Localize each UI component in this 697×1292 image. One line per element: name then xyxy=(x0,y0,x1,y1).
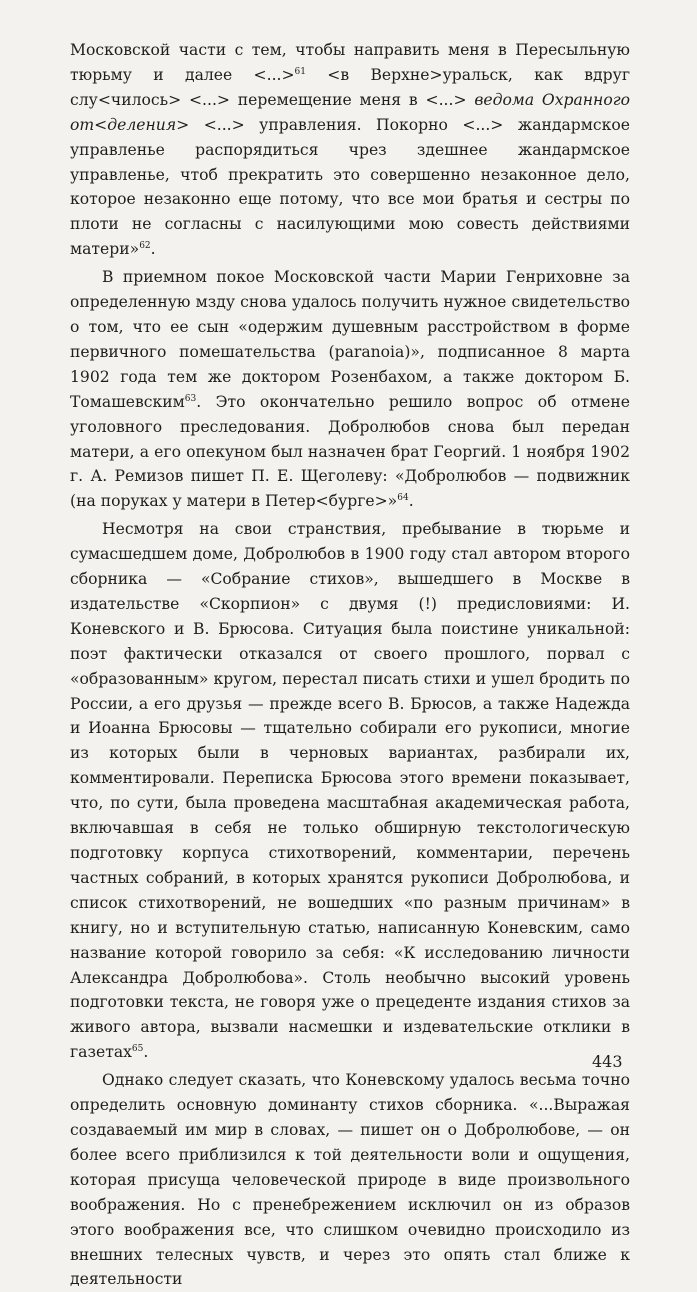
text-run: . xyxy=(143,1043,149,1062)
footnote-ref: 65 xyxy=(131,1044,144,1055)
text-run: . Это окончательно решило вопрос об отмене уголовного преследования. Добролюбов снова был передан матери, а его опекуном был назначен брат Георгий. 1 ноября 1902 г. А. Ремизов пишет П. Е. Щеголеву: «Добролюбов — подвижник (на поруках у матери в Петер<бурге>» xyxy=(70,392,630,511)
text-run: . xyxy=(150,240,156,259)
text-run: В приемном покое Московской части Марии Генриховне за определенную мзду снова удалось получить нужное свидетельство о том, что ее сын «одержим душевным расстройством в форме первичного помешательства (paranoia)», подписанное 8 марта 1902 года тем же доктором Розенбахом, а также доктором Б. Томашевским xyxy=(70,268,630,411)
text-run: Однако следует сказать, что Коневскому удалось весьма точно определить основную доминанту стихов сборника. «...Выражая создаваемый им мир в словах, — пишет он о Добролюбове, — он более всего приблизился к той деятельности воли и ощущения, которая присуща человеческой природе в виде произвольного воображения. Но с пренебрежением исключил он из образов этого воображения все, что слишком очевидно происходило из внешних телесных чувств, и через это опять стал ближе к деятельности xyxy=(70,1071,630,1289)
paragraph xyxy=(70,1068,630,1292)
text-run: <...> управления. Покорно <...> жандармское управленье распорядиться чрез здешнее жандармское управленье, чтоб прекратить это совершенно незаконное дело, которое незаконно еще потому, что все мои братья и сестры по плоти не согласны с насилующими мою совесть действиями матери» xyxy=(70,115,630,259)
text-run: Московской части с тем, чтобы направить меня в Пересыльную тюрьму и далее <...> xyxy=(70,41,630,84)
paragraph xyxy=(70,265,630,514)
paragraph xyxy=(70,517,630,1065)
text-run: <в Верхне>уральск, как вдруг слу<чилось> <...> перемещение меня в <...> xyxy=(70,65,630,109)
text-run: . xyxy=(408,492,414,511)
body-text xyxy=(70,38,630,1292)
italic-text: ведома Охранного от<деления> xyxy=(70,90,630,134)
text-run: Несмотря на свои странствия, пребывание в тюрьме и сумасшедшем доме, Добролюбов в 1900 году стал автором второго сборника — «Собрание стихов», вышедшего в Москве в издательстве «Скорпион» с двумя (!) предисловиями: И. Коневского и В. Брюсова. Ситуация была поистине уникальной: поэт фактически отказался от своего прошлого, порвал с «образованным» кругом, перестал писать стихи и ушел бродить по России, а его друзья — прежде всего В. Брюсов, а также Надежда и Иоанна Брюсовы — тщательно собирали его рукописи, многие из которых были в черновых вариантах, разбирали их, комментировали. Переписка Брюсова этого времени показывает, что, по сути, была проведена масштабная академическая работа, включавшая в себя не только обширную текстологическую подготовку корпуса стихотворений, комментарии, перечень частных собраний, в которых хранятся рукописи Добролюбова, и список стихотворений, не вошедших «по разным причинам» в книгу, но и вступительную статью, написанную Коневским, само название которой говорило за себя: «К исследованию личности Александра Добролюбова». Столь необычно высокий уровень подготовки текста, не говоря уже о прецеденте издания стихов за живого автора, вызвали насмешки и издевательские отклики в газетах xyxy=(70,520,630,1062)
footnote-ref: 64 xyxy=(397,493,409,504)
page-number: 443 xyxy=(592,1052,623,1071)
paragraph xyxy=(70,38,630,262)
footnote-ref: 61 xyxy=(294,66,306,77)
footnote-ref: 62 xyxy=(139,241,151,252)
footnote-ref: 63 xyxy=(184,393,197,404)
